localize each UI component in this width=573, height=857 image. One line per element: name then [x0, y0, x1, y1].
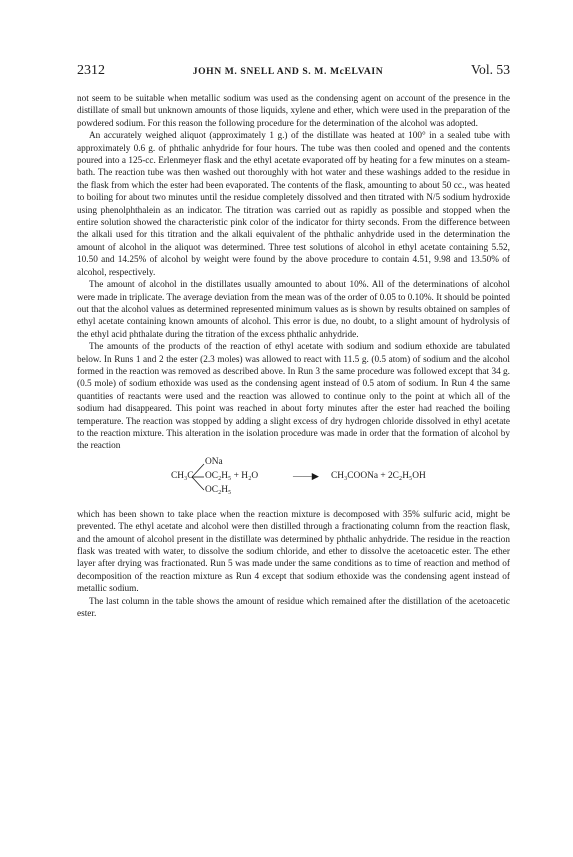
page-number: 2312 — [77, 63, 105, 78]
reaction-equation — [77, 455, 510, 501]
reaction-arrow-icon: ——▶ — [293, 471, 319, 482]
paragraph-6: The last column in the table shows the amount of residue which remained after the distillation of the acetoacetic ester. — [77, 596, 510, 620]
paragraph-5: which has been shown to take place when the reaction mixture is decomposed with 35% sulfuric acid, might be prevented. The ethyl acetate and alcohol were then distilled through a fractionating column from the reaction flask, and the amount of alcohol present in the distillate was determined by phthalic anhydride. The residue in the reaction flask was treated with water, to dissolve the sodium chloride, and ether to dissolve the acetoacetic ester. The ether layer after drying was fractionated. Run 5 was made under the same conditions as to time of reaction and method of decomposition of the reaction mixture as Run 4 except that sodium ethoxide was the condensing agent instead of metallic sodium. — [77, 509, 510, 595]
bond-lines-icon — [190, 461, 206, 493]
equation-top-group: ONa — [205, 456, 223, 467]
paragraph-4: The amounts of the products of the reaction of ethyl acetate with sodium and sodium ethoxide are tabulated below. In Runs 1 and 2 the ester (2.3 moles) was allowed to react with 11.5 g. (0.5 atom) of sodium and the alcohol formed in the reaction was removed as described above. In Run 3 the same procedure was followed except that 34 g. (0.5 mole) of sodium ethoxide was used as the condensing agent instead of 0.5 atom of sodium. In Run 4 the same quantities of reactants were used and the reaction was allowed to continue only to the point at which all of the sodium had disappeared. This point was reached in about forty minutes after the ester had reached the boiling temperature. The reaction was stopped by adding a slight excess of dry hydrogen chloride dissolved in ethyl acetate to the reaction mixture. This alteration in the isolation procedure was made in order that the formation of alcohol by the reaction — [77, 342, 510, 452]
equation-bottom-group: OC₂H₅ — [205, 484, 232, 495]
equation-middle-group: OC₂H₅ + H₂O — [205, 470, 259, 481]
journal-page — [77, 62, 510, 620]
running-header — [77, 62, 510, 79]
paragraph-1: not seem to be suitable when metallic sodium was used as the condensing agent on account of the presence in the distillate of small but unknown amounts of those liquids, xylene and ether, which were used in the preparation of the powdered sodium. For this reason the following procedure for the determination of the alcohol was adopted. — [77, 94, 510, 129]
equation-products: CH₃COONa + 2C₂H₅OH — [331, 470, 426, 481]
paragraph-2: An accurately weighed aliquot (approximately 1 g.) of the distillate was heated at 100° in a sealed tube with approximately 0.6 g. of phthalic anhydride for four hours. The tube was then cooled and opened and the contents poured into a 125-cc. Erlenmeyer flask and the ethyl acetate evaporated off by heating for a few minutes on a steam-bath. The reaction tube was then washed out thoroughly with hot water and these washings added to the residue in the flask from which the ester had been evaporated. The contents of the flask, amounting to about 50 cc., was heated to boiling for about two minutes until the residue completely dissolved and then titrated with N/5 sodium hydroxide using phenolphthalein as an indicator. The titration was carried out as rapidly as possible and stopped when the entire solution showed the characteristic pink color of the indicator for thirty seconds. From the difference between the alkali used for this titration and the alkali equivalent of the phthalic anhydride used in the determination the amount of alcohol in the aliquot was determined. Three test solutions of alcohol in ethyl acetate containing 5.52, 10.50 and 14.25% of alcohol by weight were found by the above procedure to contain 4.51, 9.98 and 13.50% of alcohol, respectively. — [77, 131, 510, 278]
author-names: JOHN M. SNELL AND S. M. McELVAIN — [192, 66, 384, 77]
equation-left-group: CH₃C — [171, 470, 194, 481]
volume-label: Vol. 53 — [470, 62, 510, 77]
paragraph-3: The amount of alcohol in the distillates usually amounted to about 10%. All of the determinations of alcohol were made in triplicate. The average deviation from the mean was of the order of 0.05 to 0.10%. It should be pointed out that the alcohol values as determined represented minimum values as is shown by results obtained on samples of ethyl acetate containing known amounts of alcohol. This error is due, no doubt, to a slight amount of hydrolysis of the ethyl acid phthalate during the titration of the excess phthalic anhydride. — [77, 280, 510, 340]
